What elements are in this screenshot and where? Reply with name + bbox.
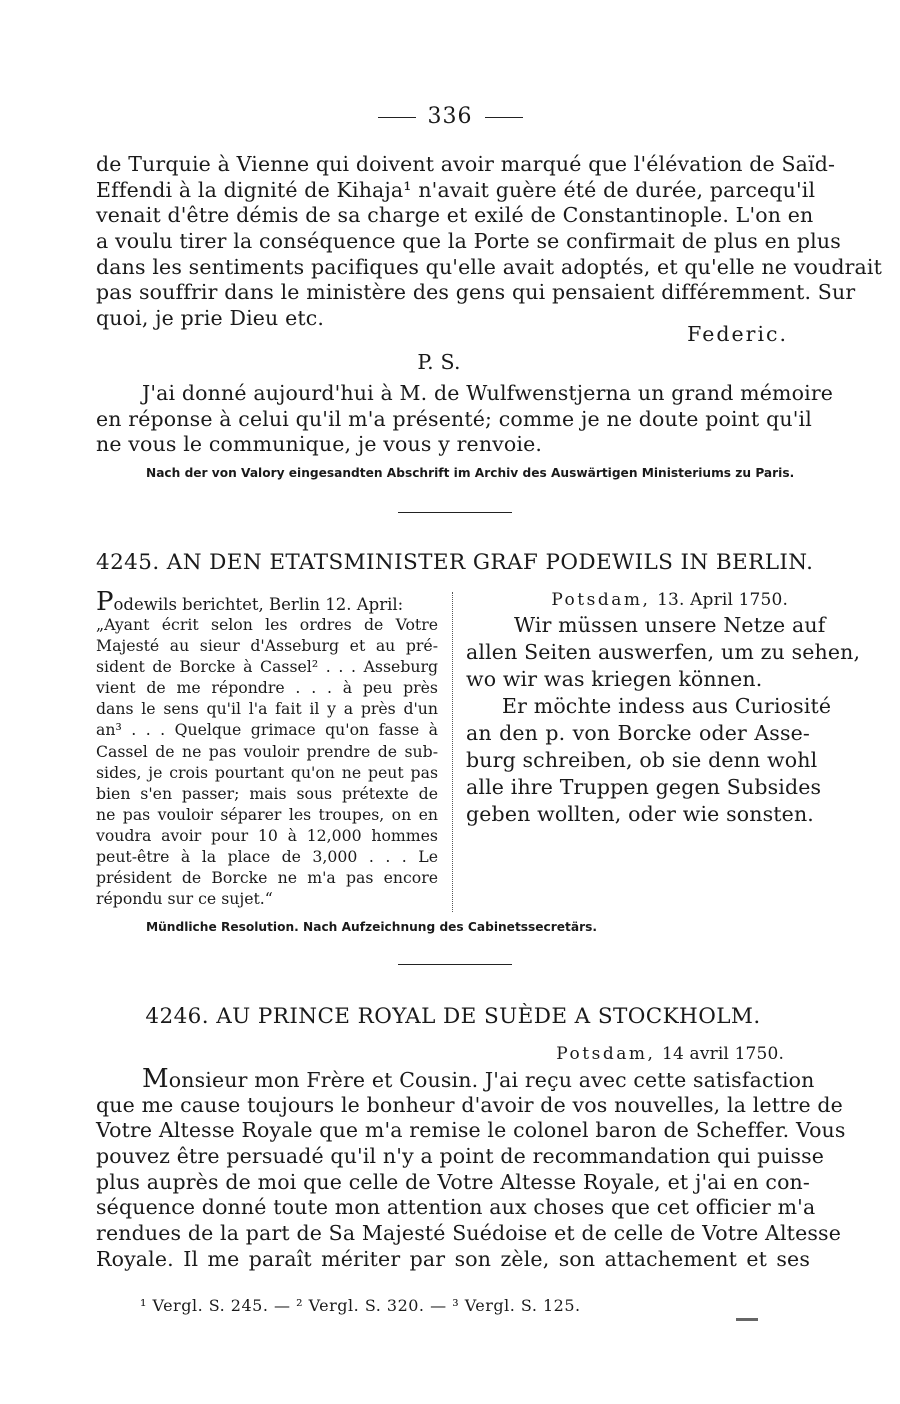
text-line: J'ai donné aujourd'hui à M. de Wulfwenstjerna un grand mémoire bbox=[142, 381, 834, 405]
text-line: de Turquie à Vienne qui doivent avoir marqué que l'élévation de Saïd- bbox=[96, 152, 836, 176]
date-place: Potsdam, bbox=[551, 590, 651, 610]
first-line-text: onsieur mon Frère et Cousin. J'ai reçu avec cette satisfaction bbox=[168, 1068, 815, 1092]
ps-heading: P. S. bbox=[417, 350, 461, 374]
text-line: Effendi à la dignité de Kihaja¹ n'avait guère été de durée, parcequ'il bbox=[96, 177, 816, 202]
report-summary-column bbox=[96, 587, 438, 909]
text-line: que me cause toujours le bonheur d'avoir de vos nouvelles, la lettre de bbox=[96, 1092, 843, 1117]
top-paragraph bbox=[96, 152, 883, 332]
text-line: séquence donné toute mon attention aux choses que cet officier m'a bbox=[96, 1195, 816, 1220]
text-line: Royale. Il me paraît mériter par son zèle, son attachement et ses bbox=[96, 1246, 810, 1271]
text-line: quoi, je prie Dieu etc. bbox=[96, 306, 325, 331]
header-dash-left bbox=[378, 117, 416, 118]
drop-letter: M bbox=[142, 1064, 169, 1094]
report-line: an³ . . . Quelque grimace qu'on fasse à bbox=[96, 720, 438, 740]
ps-heading-row bbox=[96, 350, 810, 376]
source-note: Nach der von Valory eingesandten Abschrift im Archiv des Auswärtigen Ministeriums zu Paris. bbox=[146, 466, 795, 480]
signature: Federic. bbox=[687, 322, 788, 346]
resolution-line: burg schreiben, ob sie denn wohl bbox=[466, 748, 818, 772]
text-line: Votre Altesse Royale que m'a remise le colonel baron de Scheffer. Vous bbox=[96, 1118, 846, 1143]
text-line: ne vous le communique, je vous y renvoie. bbox=[96, 432, 543, 457]
resolution-line: an den p. von Borcke oder Asse- bbox=[466, 721, 810, 745]
report-line: „Ayant écrit selon les ordres de Votre bbox=[96, 615, 438, 634]
date-place: Potsdam, bbox=[556, 1044, 656, 1064]
header-dash-right bbox=[485, 117, 523, 118]
report-line: répondu sur ce sujet.“ bbox=[96, 889, 273, 909]
date-text: 13. April 1750. bbox=[657, 590, 788, 610]
text-line: venait d'être démis de sa charge et exilé de Constantinople. L'on en bbox=[96, 203, 814, 228]
date-line bbox=[466, 585, 810, 612]
section-rule bbox=[398, 512, 512, 513]
report-line: sides, je crois pourtant qu'on ne peut pas bbox=[96, 762, 438, 782]
section-rule bbox=[398, 964, 512, 965]
resolution-line: alle ihre Truppen gegen Subsides bbox=[466, 775, 822, 799]
report-line: vient de me répondre . . . à peu près bbox=[96, 678, 438, 698]
drop-letter: P bbox=[96, 587, 114, 617]
text-line: dans les sentiments pacifiques qu'elle avait adoptés, et qu'elle ne voudrait bbox=[96, 254, 883, 279]
resolution-line: Er möchte indess aus Curiosité bbox=[502, 694, 832, 718]
page-number-header bbox=[0, 104, 900, 129]
letter-heading: 4246. AU PRINCE ROYAL DE SUÈDE A STOCKHOLM. bbox=[145, 1004, 761, 1029]
resolution-column bbox=[466, 585, 861, 828]
text-line: en réponse à celui qu'il m'a présenté; comme je ne doute point qu'il bbox=[96, 406, 812, 431]
text-line: rendues de la part de Sa Majesté Suédoise et de celle de Votre Altesse bbox=[96, 1221, 841, 1246]
column-divider bbox=[452, 592, 453, 912]
text-line: a voulu tirer la conséquence que la Porte se confirmait de plus en plus bbox=[96, 229, 841, 254]
resolution-line: Wir müssen unsere Netze auf bbox=[514, 613, 826, 637]
resolution-line: wo wir was kriegen können. bbox=[466, 667, 763, 691]
source-note: Mündliche Resolution. Nach Aufzeichnung des Cabinetssecretärs. bbox=[146, 920, 597, 934]
footnotes: ¹ Vergl. S. 245. — ² Vergl. S. 320. — ³ Vergl. S. 125. bbox=[140, 1296, 581, 1315]
text-line: pas souffrir dans le ministère des gens qui pensaient différemment. Sur bbox=[96, 280, 856, 305]
report-line: sident de Borcke à Cassel² . . . Asseburg bbox=[96, 657, 438, 677]
resolution-line: allen Seiten auswerfen, um zu sehen, bbox=[466, 640, 861, 664]
date-text: 14 avril 1750. bbox=[662, 1044, 784, 1064]
letter-paragraph bbox=[96, 1064, 846, 1273]
report-line: voudra avoir pour 10 à 12,000 hommes bbox=[96, 825, 438, 845]
letter-heading: 4245. AN DEN ETATSMINISTER GRAF PODEWILS IN BERLIN. bbox=[96, 550, 814, 575]
report-line: dans le sens qu'il l'a fait il y a près d'un bbox=[96, 699, 438, 719]
date-line bbox=[96, 1040, 810, 1066]
text-line: pouvez être persuadé qu'il n'y a point de recommandation qui puisse bbox=[96, 1144, 825, 1169]
date-row bbox=[96, 1040, 810, 1066]
resolution-line: geben wollten, oder wie sonsten. bbox=[466, 802, 814, 826]
printer-mark bbox=[736, 1318, 758, 1321]
signature-row bbox=[96, 322, 788, 348]
report-line: Majesté au sieur d'Asseburg et au pré- bbox=[96, 636, 438, 656]
report-line: ne pas vouloir séparer les troupes, on en bbox=[96, 804, 438, 824]
text-line: plus auprès de moi que celle de Votre Altesse Royale, et j'ai en con- bbox=[96, 1169, 810, 1194]
report-line: peut-être à la place de 3,000 . . . Le bbox=[96, 847, 438, 867]
ps-paragraph bbox=[96, 381, 834, 458]
report-line: Cassel de ne pas vouloir prendre de sub- bbox=[96, 741, 438, 761]
report-line: bien s'en passer; mais sous prétexte de bbox=[96, 783, 438, 803]
text-line bbox=[96, 1064, 815, 1094]
page-number: 336 bbox=[427, 104, 473, 129]
report-line: président de Borcke ne m'a pas encore bbox=[96, 868, 438, 888]
report-first-line bbox=[96, 587, 438, 617]
report-first-line-text: odewils berichtet, Berlin 12. April: bbox=[113, 595, 404, 614]
